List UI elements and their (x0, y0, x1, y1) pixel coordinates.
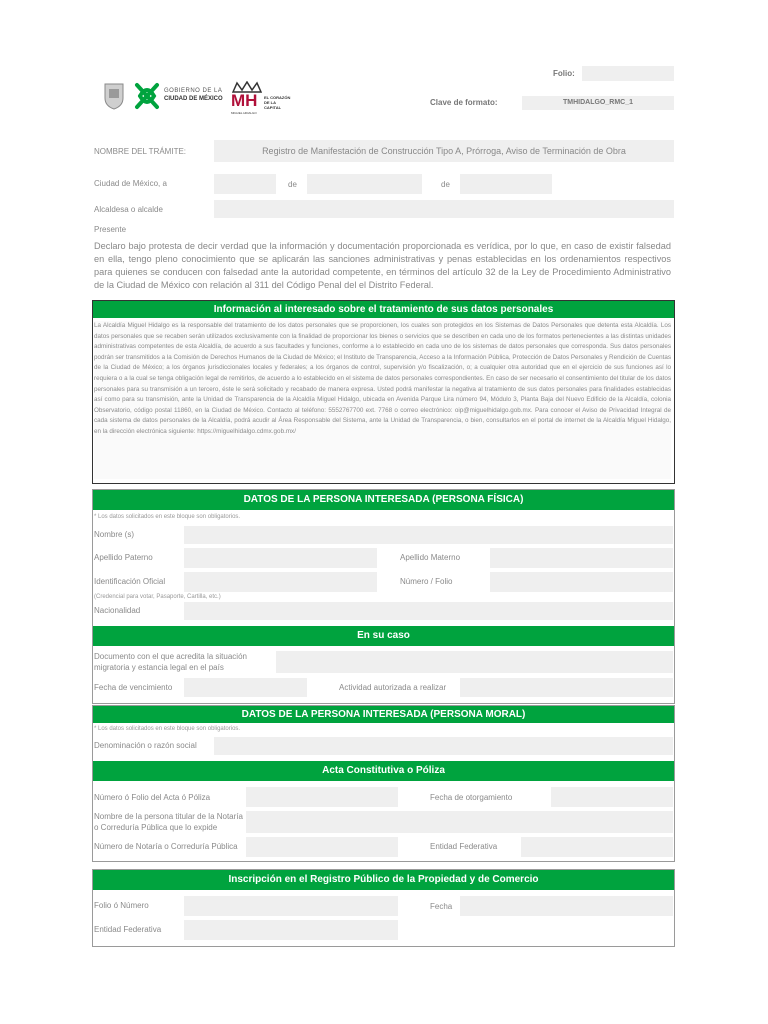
registro-folio-field[interactable] (184, 896, 398, 916)
paterno-label: Apellido Paterno (94, 553, 153, 562)
clave-label: Clave de formato: (430, 98, 498, 107)
numero-notaria-label: Número de Notaría o Correduría Pública (94, 842, 238, 851)
registro-fecha-field[interactable] (460, 896, 673, 916)
registro-entidad-label: Entidad Federativa (94, 925, 162, 934)
vencimiento-label: Fecha de vencimiento (94, 683, 173, 692)
fecha-otorgamiento-field[interactable] (551, 787, 673, 807)
titular-notaria-field[interactable] (246, 811, 673, 833)
dia-field[interactable] (214, 174, 276, 194)
entidad-label: Entidad Federativa (430, 842, 498, 851)
gov-line2: CIUDAD DE MÉXICO (164, 96, 223, 102)
cdmx-shield-logo (103, 82, 125, 110)
materno-label: Apellido Materno (400, 553, 461, 562)
numero-folio-field[interactable] (490, 572, 673, 592)
declaration-text: Declaro bajo protesta de decir verdad que la información y documentación proporcionada es verídica, por lo que, en caso de existir falsedad en ella, tengo pleno conocimiento que se aplicarán las sanciones administrativas y penas establecidas en los ordenamientos respectivos para quienes se conducen con falsedad ante la autoridad competente, en términos del artículo 32 de la Ley de Procedimiento Administrativo de la Ciudad de México con relación al 311 del Código Penal del el Distrito Federal. (94, 241, 671, 290)
alcaldesa-label: Alcaldesa o alcalde (94, 205, 163, 214)
gov-line1: GOBIERNO DE LA (164, 88, 223, 94)
numero-notaria-field[interactable] (246, 837, 398, 857)
privacy-title: Información al interesado sobre el tratamiento de sus datos personales (93, 301, 674, 318)
registro-fecha-label: Fecha (430, 902, 453, 911)
tramite-value: Registro de Manifestación de Construcción Tipo A, Prórroga, Aviso de Terminación de Obra (262, 146, 626, 156)
ciudad-label: Ciudad de México, a (94, 179, 167, 188)
registro-entidad-field[interactable] (184, 920, 398, 940)
mh-line3: CAPITAL (264, 105, 282, 110)
acta-numero-label: Número ó Folio del Acta ó Póliza (94, 793, 211, 802)
tramite-label: NOMBRE DEL TRÁMITE: (94, 147, 187, 156)
paterno-field[interactable] (184, 548, 377, 568)
anio-field[interactable] (460, 174, 552, 194)
mh-line1: EL CORAZÓN (264, 95, 291, 100)
moral-title: DATOS DE LA PERSONA INTERESADA (PERSONA MORAL) (93, 706, 674, 723)
nombre-field[interactable] (184, 526, 673, 544)
presente-label: Presente (94, 225, 127, 234)
denominacion-label: Denominación o razón social (94, 741, 197, 750)
privacy-body: La Alcaldía Miguel Hidalgo es la responsable del tratamiento de los datos personales que se proporcionen, los cuales son protegidos en los Sistemas de Datos Personales que detenta esta Alcaldía. Los datos personales que se recaben serán utilizados exclusivamente con la finalidad de proporcionar los bienes o servicios que se describen en cada uno de los formatos pertenecientes a las distintas unidades administrativas competentes de esta Alcaldía, de acuerdo a sus facultades y funciones, conforme a lo establecido en cada uno de los sistemas de datos personales que corresponda. Sus datos personales podrán ser transmitidos a la Comisión de Derechos Humanos de la Ciudad de México; el Instituto de Transparencia, Acceso a la Información Pública, Protección de Datos Personales y Rendición de Cuentas de la Ciudad de México; a los órganos jurisdiccionales locales y federales; a los órganos de control, supervisión y/o fiscalización, o; a cualquier otra autoridad que en el ejercicio de sus funciones así lo requiera o a la cual se tenga obligación legal de remitirlos, de acuerdo a lo establecido en el sistema de datos personales correspondientes. En caso de ser necesario el consentimiento del titular de los datos personales para su transmisión a un tercero, éste le será solicitado y recabado de manera expresa. Usted podrá manifestar la negativa al tratamiento de sus datos personales para finalidades establecidas así como para su transmisión, ante la Unidad de Transparencia de la Alcaldía Miguel Hidalgo, ubicada en Avenida Parque Lira número 94, Módulo 3, Planta Baja del Nuevo Edificio de la Alcaldía, colonia Observatorio, código postal 11860, en la Ciudad de México. Contacto al teléfono: 5552767700 ext. 7768 o correo electrónico: oip@miguelhidalgo.gob.mx. Para conocer el Aviso de Privacidad Integral de cada sistema de datos personales de la Alcaldía, podrá acudir al Área Responsable del Sistema, ante la Unidad de Transparencia, o bien, consultarlos en el portal de internet de la Alcaldía Miguel Hidalgo, en la dirección electrónica siguiente: https://miguelhidalgo.cdmx.gob.mx/ (94, 321, 671, 479)
mes-field[interactable] (307, 174, 422, 194)
nombre-label: Nombre (s) (94, 530, 135, 539)
alcaldesa-field[interactable] (214, 200, 674, 218)
acta-numero-field[interactable] (246, 787, 398, 807)
nacionalidad-field[interactable] (184, 602, 673, 620)
credencial-note: (Credencial para votar, Pasaporte, Cartilla, etc.) (94, 594, 221, 600)
actividad-label: Actividad autorizada a realizar (339, 683, 447, 692)
actividad-field[interactable] (460, 678, 673, 697)
acta-title: Acta Constitutiva o Póliza (93, 761, 674, 781)
identificacion-label: Identificación Oficial (94, 577, 166, 586)
de-label-2: de (441, 180, 450, 189)
clave-value: TMHIDALGO_RMC_1 (562, 99, 633, 106)
mh-sub: MIGUEL HIDALGO (231, 111, 257, 115)
registro-title: Inscripción en el Registro Público de la Propiedad y de Comercio (93, 870, 674, 890)
fisica-note: * Los datos solicitados en este bloque son obligatorios. (94, 514, 241, 520)
en-su-caso-title: En su caso (93, 626, 674, 646)
moral-note: * Los datos solicitados en este bloque son obligatorios. (94, 726, 241, 732)
mh-line2: DE LA (264, 100, 276, 105)
nacionalidad-label: Nacionalidad (94, 606, 141, 615)
registro-folio-label: Folio ó Número (94, 901, 149, 910)
identificacion-field[interactable] (184, 572, 377, 592)
folio-label: Folio: (553, 69, 575, 78)
fecha-otorgamiento-label: Fecha de otorgamiento (430, 793, 513, 802)
denominacion-field[interactable] (214, 737, 673, 755)
titular-notaria-label: Nombre de la persona titular de la Notaría o Correduría Pública que lo expide (94, 812, 243, 832)
cdmx-knot-logo (132, 80, 162, 112)
mh-logo: MH (231, 91, 258, 110)
documento-label: Documento con el que acredita la situación migratoria y estancia legal en el país (94, 652, 247, 672)
folio-field[interactable] (582, 66, 674, 81)
vencimiento-field[interactable] (184, 678, 307, 697)
documento-field[interactable] (276, 651, 673, 673)
de-label-1: de (288, 180, 297, 189)
numero-folio-label: Número / Folio (400, 577, 453, 586)
entidad-field[interactable] (521, 837, 673, 857)
materno-field[interactable] (490, 548, 673, 568)
fisica-title: DATOS DE LA PERSONA INTERESADA (PERSONA FÍSICA) (93, 490, 674, 510)
